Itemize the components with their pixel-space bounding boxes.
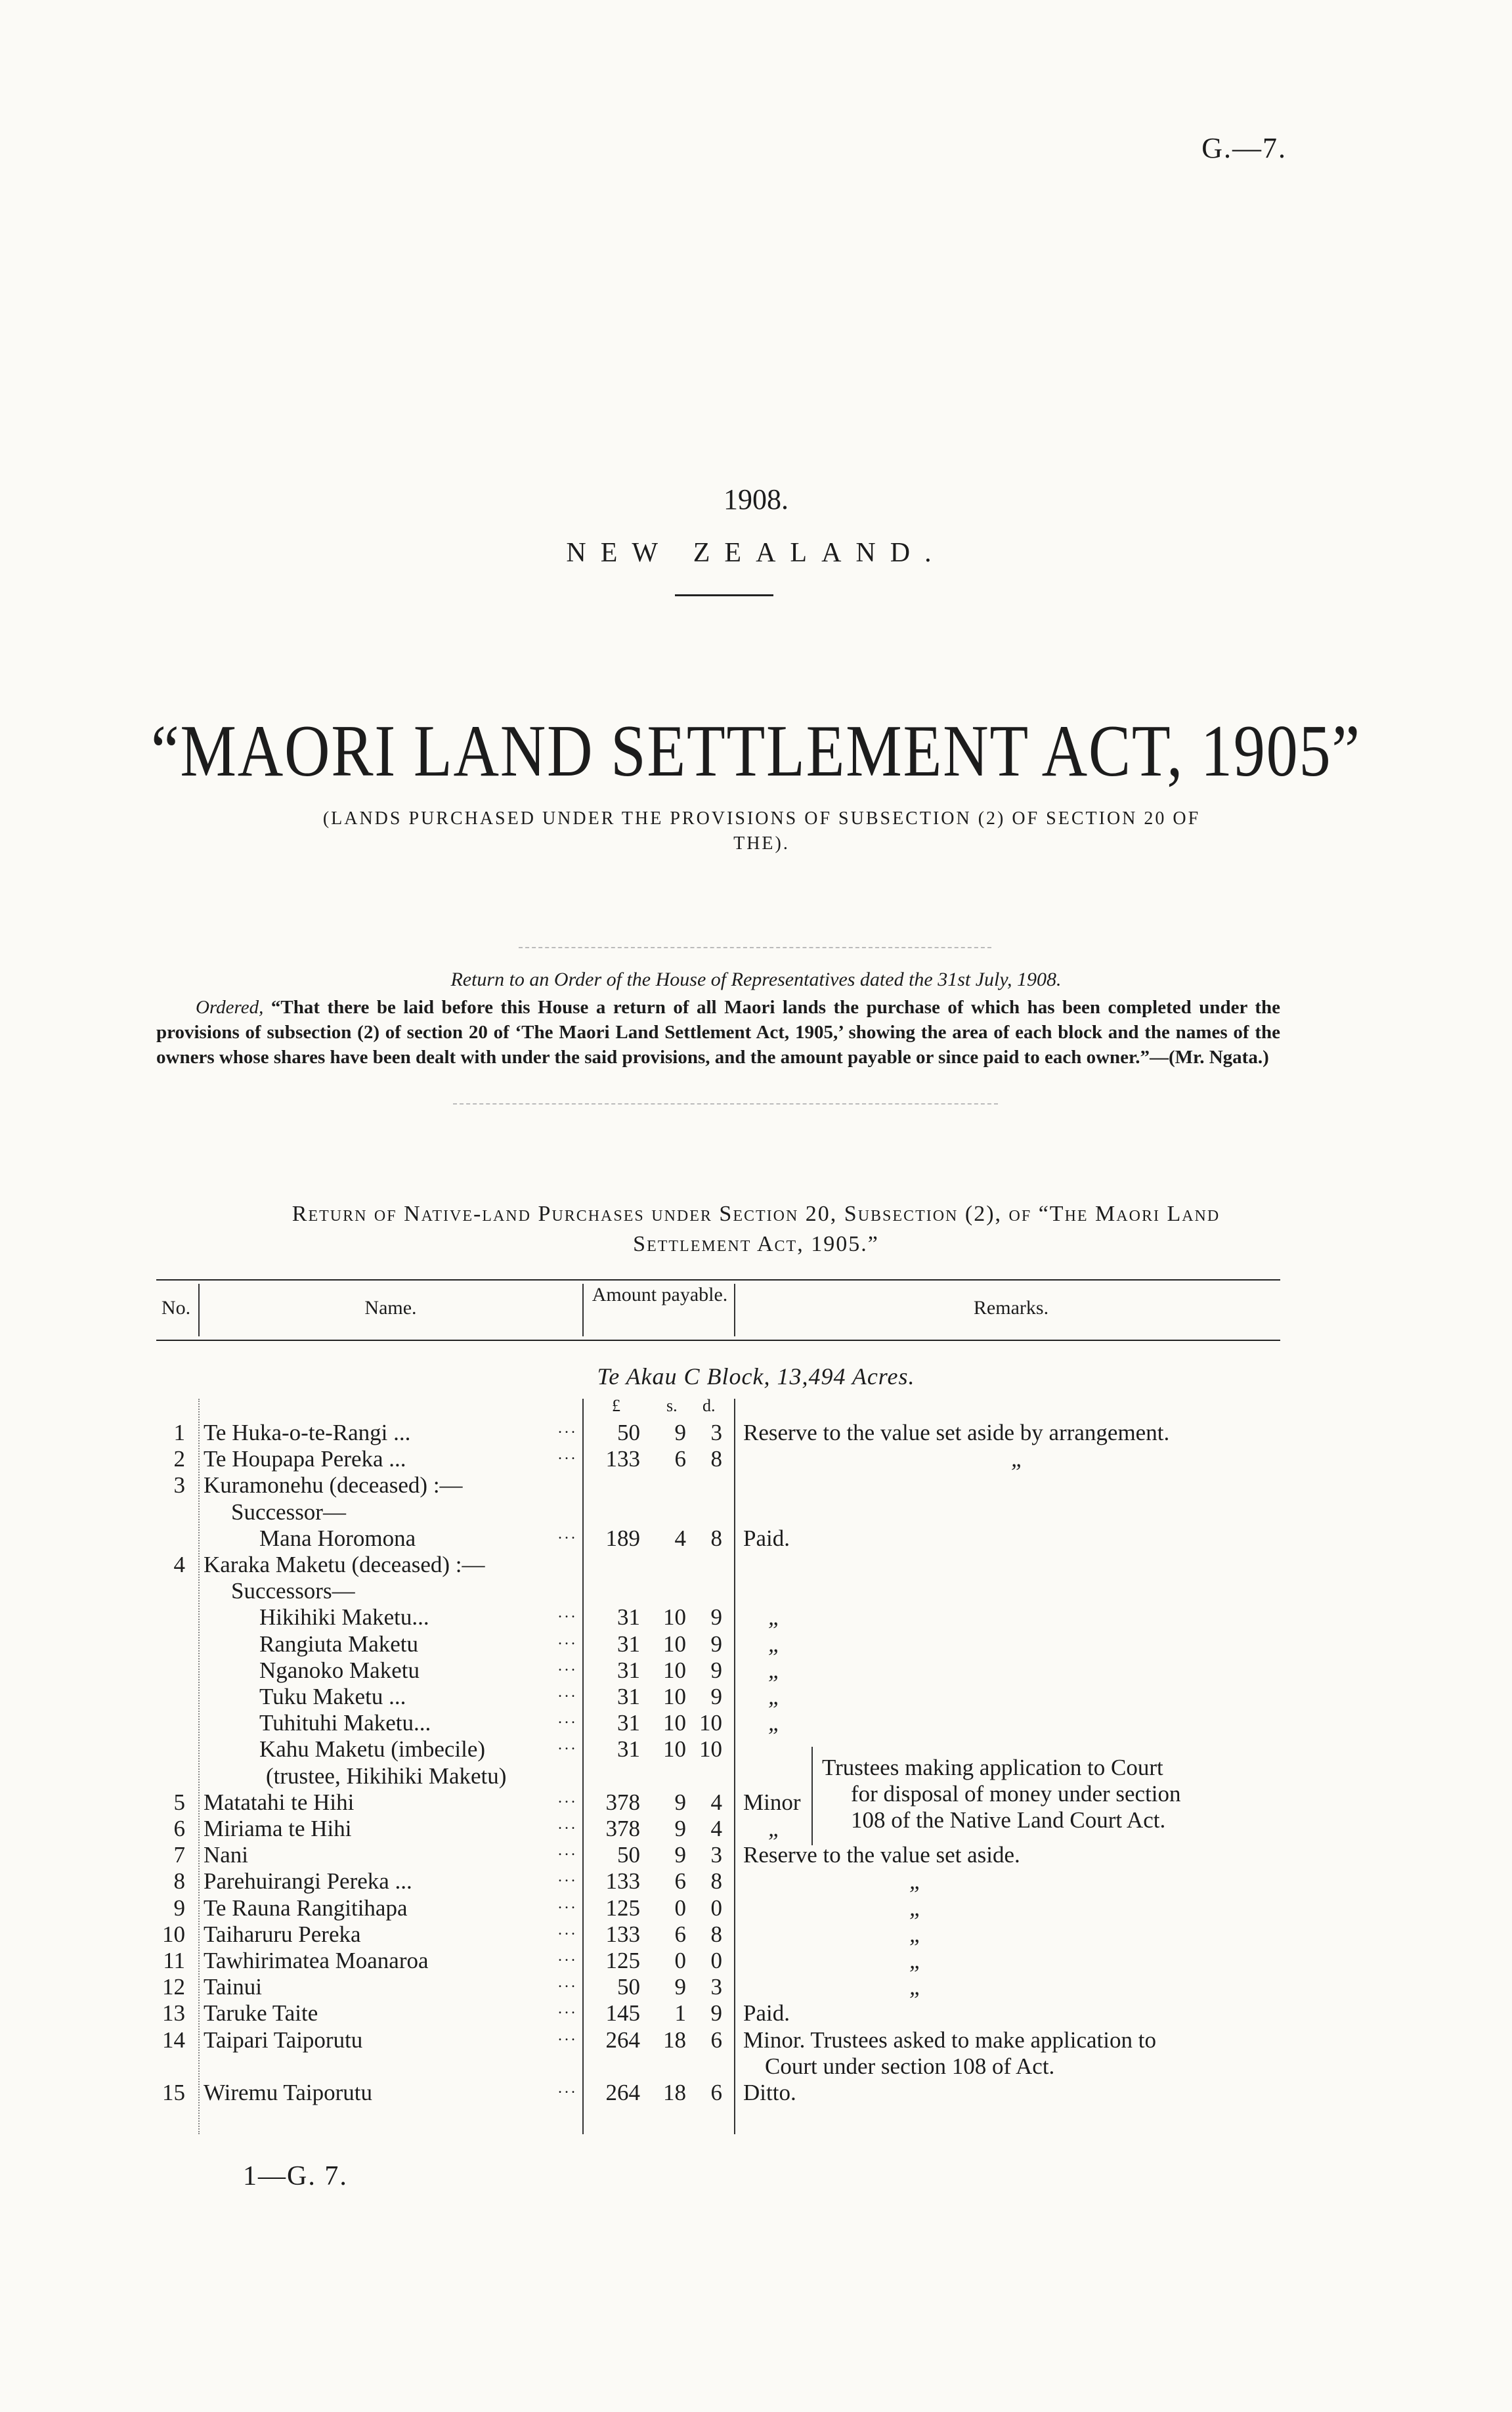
row-number: 6 bbox=[173, 1816, 185, 1841]
amount-pounds: 50 bbox=[617, 1974, 640, 2000]
amount-pence: 3 bbox=[710, 1974, 722, 2000]
table-top-rule bbox=[156, 1279, 1280, 1281]
amount-pounds: 31 bbox=[617, 1684, 640, 1709]
amount-shillings: 1 bbox=[674, 2000, 686, 2026]
column-divider bbox=[198, 1399, 200, 2134]
row-remark: Reserve to the value set aside. bbox=[743, 1842, 1020, 1868]
leader-dots: ... bbox=[558, 1657, 578, 1675]
row-name: Te Houpapa Pereka ... bbox=[204, 1446, 406, 1472]
amount-pence: 3 bbox=[710, 1842, 722, 1868]
amount-pounds: 31 bbox=[617, 1631, 640, 1657]
amount-pounds: 125 bbox=[605, 1948, 640, 1973]
amount-shillings: 9 bbox=[674, 1974, 686, 2000]
amount-shillings: 0 bbox=[674, 1895, 686, 1921]
amount-pounds: 133 bbox=[605, 1868, 640, 1894]
amount-pence: 6 bbox=[710, 2080, 722, 2105]
leader-dots: ... bbox=[558, 1631, 578, 1648]
amount-pounds: 378 bbox=[605, 1816, 640, 1841]
row-remark: Paid. bbox=[743, 2000, 790, 2026]
row-name: Nganoko Maketu bbox=[259, 1657, 420, 1683]
amount-pence: 9 bbox=[710, 1604, 722, 1630]
amount-pence: 4 bbox=[710, 1789, 722, 1815]
amount-pounds: 264 bbox=[605, 2027, 640, 2053]
column-divider bbox=[198, 1284, 200, 1336]
amount-pounds: 189 bbox=[605, 1525, 640, 1551]
amount-pounds: 264 bbox=[605, 2080, 640, 2105]
amount-shillings: 9 bbox=[674, 1816, 686, 1841]
amount-shillings: 0 bbox=[674, 1948, 686, 1973]
amount-pence: 0 bbox=[710, 1948, 722, 1973]
row-name: Parehuirangi Pereka ... bbox=[204, 1868, 412, 1894]
column-divider bbox=[734, 1399, 735, 2134]
row-number: 9 bbox=[173, 1895, 185, 1921]
trustees-note-line1: Trustees making application to Court bbox=[822, 1755, 1163, 1780]
order-text bbox=[156, 995, 1280, 1070]
amount-pounds: 31 bbox=[617, 1604, 640, 1630]
header-remarks: Remarks. bbox=[973, 1297, 1049, 1319]
amount-pounds: 50 bbox=[617, 1842, 640, 1868]
row-name: Wiremu Taiporutu bbox=[204, 2080, 372, 2105]
row-name: Tawhirimatea Moanaroa bbox=[204, 1948, 429, 1973]
amount-shillings: 10 bbox=[663, 1684, 686, 1709]
row-number: 12 bbox=[162, 1974, 185, 2000]
amount-shillings: 10 bbox=[663, 1631, 686, 1657]
return-title-line2: Settlement Act, 1905.” bbox=[633, 1232, 879, 1256]
column-divider bbox=[734, 1284, 735, 1336]
block-title: Te Akau C Block, 13,494 Acres. bbox=[597, 1363, 915, 1390]
brace bbox=[811, 1747, 817, 1845]
parliamentary-paper-reference: G.—7. bbox=[1201, 132, 1287, 164]
amount-pence: 6 bbox=[710, 2027, 722, 2053]
leader-dots: ... bbox=[558, 2000, 578, 2017]
header-amount: Amount payable. bbox=[592, 1284, 728, 1305]
amount-pence: 3 bbox=[710, 1420, 722, 1445]
trustees-note-line3: 108 of the Native Land Court Act. bbox=[851, 1807, 1166, 1833]
row-name: (trustee, Hikihiki Maketu) bbox=[266, 1763, 507, 1789]
leader-dots: ... bbox=[558, 1816, 578, 1833]
amount-pence: 9 bbox=[710, 1631, 722, 1657]
row-remark: Paid. bbox=[743, 1525, 790, 1551]
amount-pounds: 133 bbox=[605, 1446, 640, 1472]
row-name: Taruke Taite bbox=[204, 2000, 318, 2026]
leader-dots: ... bbox=[558, 1525, 578, 1543]
trustees-note-line2: for disposal of money under section bbox=[851, 1781, 1181, 1807]
row-name: Karaka Maketu (deceased) :— bbox=[204, 1552, 485, 1577]
amount-shillings: 10 bbox=[663, 1657, 686, 1683]
row-remark: „ bbox=[909, 1948, 922, 1973]
header-no: No. bbox=[161, 1297, 191, 1319]
divider bbox=[453, 1103, 998, 1105]
row-name: Te Huka-o-te-Rangi ... bbox=[204, 1420, 411, 1445]
row-remark: Minor. Trustees asked to make application to bbox=[743, 2027, 1156, 2053]
row-remark: „ bbox=[909, 1974, 922, 2000]
unit-pence: d. bbox=[702, 1396, 716, 1415]
leader-dots: ... bbox=[558, 2027, 578, 2044]
row-remark: Reserve to the value set aside by arrangement. bbox=[743, 1420, 1170, 1445]
leader-dots: ... bbox=[558, 1604, 578, 1621]
amount-pence: 8 bbox=[710, 1921, 722, 1947]
row-number: 5 bbox=[173, 1789, 185, 1815]
amount-shillings: 9 bbox=[674, 1842, 686, 1868]
row-name: Kuramonehu (deceased) :— bbox=[204, 1472, 463, 1498]
row-remark: Court under section 108 of Act. bbox=[765, 2053, 1055, 2079]
amount-pence: 0 bbox=[710, 1895, 722, 1921]
country: NEW ZEALAND. bbox=[566, 538, 946, 568]
amount-shillings: 6 bbox=[674, 1921, 686, 1947]
amount-pounds: 145 bbox=[605, 2000, 640, 2026]
row-name: Successor— bbox=[231, 1499, 346, 1525]
leader-dots: ... bbox=[558, 1420, 578, 1437]
row-remark: „ bbox=[909, 1895, 922, 1921]
row-remark: „ bbox=[768, 1710, 781, 1736]
row-remark: „ bbox=[1011, 1446, 1024, 1472]
row-name: Hikihiki Maketu... bbox=[259, 1604, 429, 1630]
leader-dots: ... bbox=[558, 1789, 578, 1807]
row-remark: „ bbox=[768, 1684, 781, 1709]
leader-dots: ... bbox=[558, 1974, 578, 1991]
row-number: 2 bbox=[173, 1446, 185, 1472]
amount-shillings: 9 bbox=[674, 1420, 686, 1445]
amount-shillings: 10 bbox=[663, 1710, 686, 1736]
row-number: 1 bbox=[173, 1420, 185, 1445]
row-remark: „ bbox=[768, 1631, 781, 1657]
row-name: Mana Horomona bbox=[259, 1525, 416, 1551]
leader-dots: ... bbox=[558, 1921, 578, 1939]
leader-dots: ... bbox=[558, 1895, 578, 1912]
row-number: 11 bbox=[163, 1948, 185, 1973]
header-name: Name. bbox=[364, 1297, 417, 1319]
amount-shillings: 10 bbox=[663, 1736, 686, 1762]
column-divider bbox=[582, 1284, 584, 1336]
amount-shillings: 10 bbox=[663, 1604, 686, 1630]
row-number: 8 bbox=[173, 1868, 185, 1894]
order-heading: Return to an Order of the House of Representatives dated the 31st July, 1908. bbox=[450, 969, 1062, 990]
amount-pence: 10 bbox=[699, 1736, 722, 1762]
row-name: Te Rauna Rangitihapa bbox=[204, 1895, 408, 1921]
leader-dots: ... bbox=[558, 1868, 578, 1885]
row-name: Rangiuta Maketu bbox=[259, 1631, 419, 1657]
amount-pounds: 50 bbox=[617, 1420, 640, 1445]
row-number: 7 bbox=[173, 1842, 185, 1868]
amount-pounds: 31 bbox=[617, 1736, 640, 1762]
page-signature: 1—G. 7. bbox=[243, 2161, 348, 2191]
row-remark: Ditto. bbox=[743, 2080, 796, 2105]
row-name: Taiharuru Pereka bbox=[204, 1921, 361, 1947]
amount-pence: 8 bbox=[710, 1868, 722, 1894]
document-title: “MAORI LAND SETTLEMENT ACT, 1905” bbox=[150, 711, 1361, 792]
row-name: Matatahi te Hihi bbox=[204, 1789, 355, 1815]
amount-pence: 10 bbox=[699, 1710, 722, 1736]
amount-shillings: 4 bbox=[674, 1525, 686, 1551]
row-name: Kahu Maketu (imbecile) bbox=[259, 1736, 486, 1762]
amount-pence: 9 bbox=[710, 2000, 722, 2026]
row-name: Miriama te Hihi bbox=[204, 1816, 352, 1841]
amount-shillings: 9 bbox=[674, 1789, 686, 1815]
leader-dots: ... bbox=[558, 1948, 578, 1965]
row-name: Taipari Taiporutu bbox=[204, 2027, 363, 2053]
row-remark: „ bbox=[909, 1868, 922, 1894]
unit-shillings: s. bbox=[666, 1396, 678, 1415]
amount-shillings: 18 bbox=[663, 2027, 686, 2053]
row-number: 4 bbox=[173, 1552, 185, 1577]
table-header-rule bbox=[156, 1340, 1280, 1341]
row-remark: Minor bbox=[743, 1789, 801, 1815]
row-number: 15 bbox=[162, 2080, 185, 2105]
amount-shillings: 18 bbox=[663, 2080, 686, 2105]
leader-dots: ... bbox=[558, 1842, 578, 1859]
row-number: 14 bbox=[162, 2027, 185, 2053]
leader-dots: ... bbox=[558, 2080, 578, 2097]
amount-pounds: 133 bbox=[605, 1921, 640, 1947]
row-remark: „ bbox=[768, 1816, 781, 1841]
row-number: 3 bbox=[173, 1472, 185, 1498]
row-name: Tuku Maketu ... bbox=[259, 1684, 406, 1709]
document-subtitle: (LANDS PURCHASED UNDER THE PROVISIONS OF SUBSECTION (2) OF SECTION 20 OF THE). bbox=[322, 808, 1201, 854]
column-divider bbox=[582, 1399, 584, 2134]
row-name: Nani bbox=[204, 1842, 249, 1868]
amount-shillings: 6 bbox=[674, 1446, 686, 1472]
unit-pounds: £ bbox=[612, 1396, 620, 1415]
amount-pence: 9 bbox=[710, 1684, 722, 1709]
leader-dots: ... bbox=[558, 1710, 578, 1727]
year: 1908. bbox=[724, 483, 788, 515]
row-remark: „ bbox=[909, 1921, 922, 1947]
row-number: 10 bbox=[162, 1921, 185, 1947]
leader-dots: ... bbox=[558, 1736, 578, 1753]
return-title bbox=[0, 1199, 1512, 1260]
amount-pence: 4 bbox=[710, 1816, 722, 1841]
amount-shillings: 6 bbox=[674, 1868, 686, 1894]
ordered-word: Ordered, bbox=[196, 997, 264, 1018]
amount-pence: 8 bbox=[710, 1525, 722, 1551]
divider bbox=[519, 947, 991, 948]
amount-pounds: 31 bbox=[617, 1710, 640, 1736]
amount-pounds: 378 bbox=[605, 1789, 640, 1815]
row-name: Successors— bbox=[231, 1578, 355, 1604]
amount-pence: 8 bbox=[710, 1446, 722, 1472]
leader-dots: ... bbox=[558, 1684, 578, 1701]
row-name: Tuhituhi Maketu... bbox=[259, 1710, 431, 1736]
leader-dots: ... bbox=[558, 1446, 578, 1463]
row-name: Tainui bbox=[204, 1974, 262, 2000]
row-remark: „ bbox=[768, 1604, 781, 1630]
return-title-line1: Return of Native-land Purchases under Section 20, Subsection (2), of “The Maori Land bbox=[292, 1202, 1220, 1226]
amount-pounds: 31 bbox=[617, 1657, 640, 1683]
order-body: “That there be laid before this House a return of all Maori lands the purchase of which has been completed under the provisions of subsection (2) of section 20 of ‘The Maori Land Settlement Act, 1905,’ showing the area of each block and the names of the owners whose shares have been dealt with under the said provisions, and the amount payable or since paid to each owner.”—(Mr. Ngata.) bbox=[156, 997, 1281, 1068]
amount-pounds: 125 bbox=[605, 1895, 640, 1921]
divider bbox=[675, 594, 773, 596]
row-number: 13 bbox=[162, 2000, 185, 2026]
amount-pence: 9 bbox=[710, 1657, 722, 1683]
row-remark: „ bbox=[768, 1657, 781, 1683]
